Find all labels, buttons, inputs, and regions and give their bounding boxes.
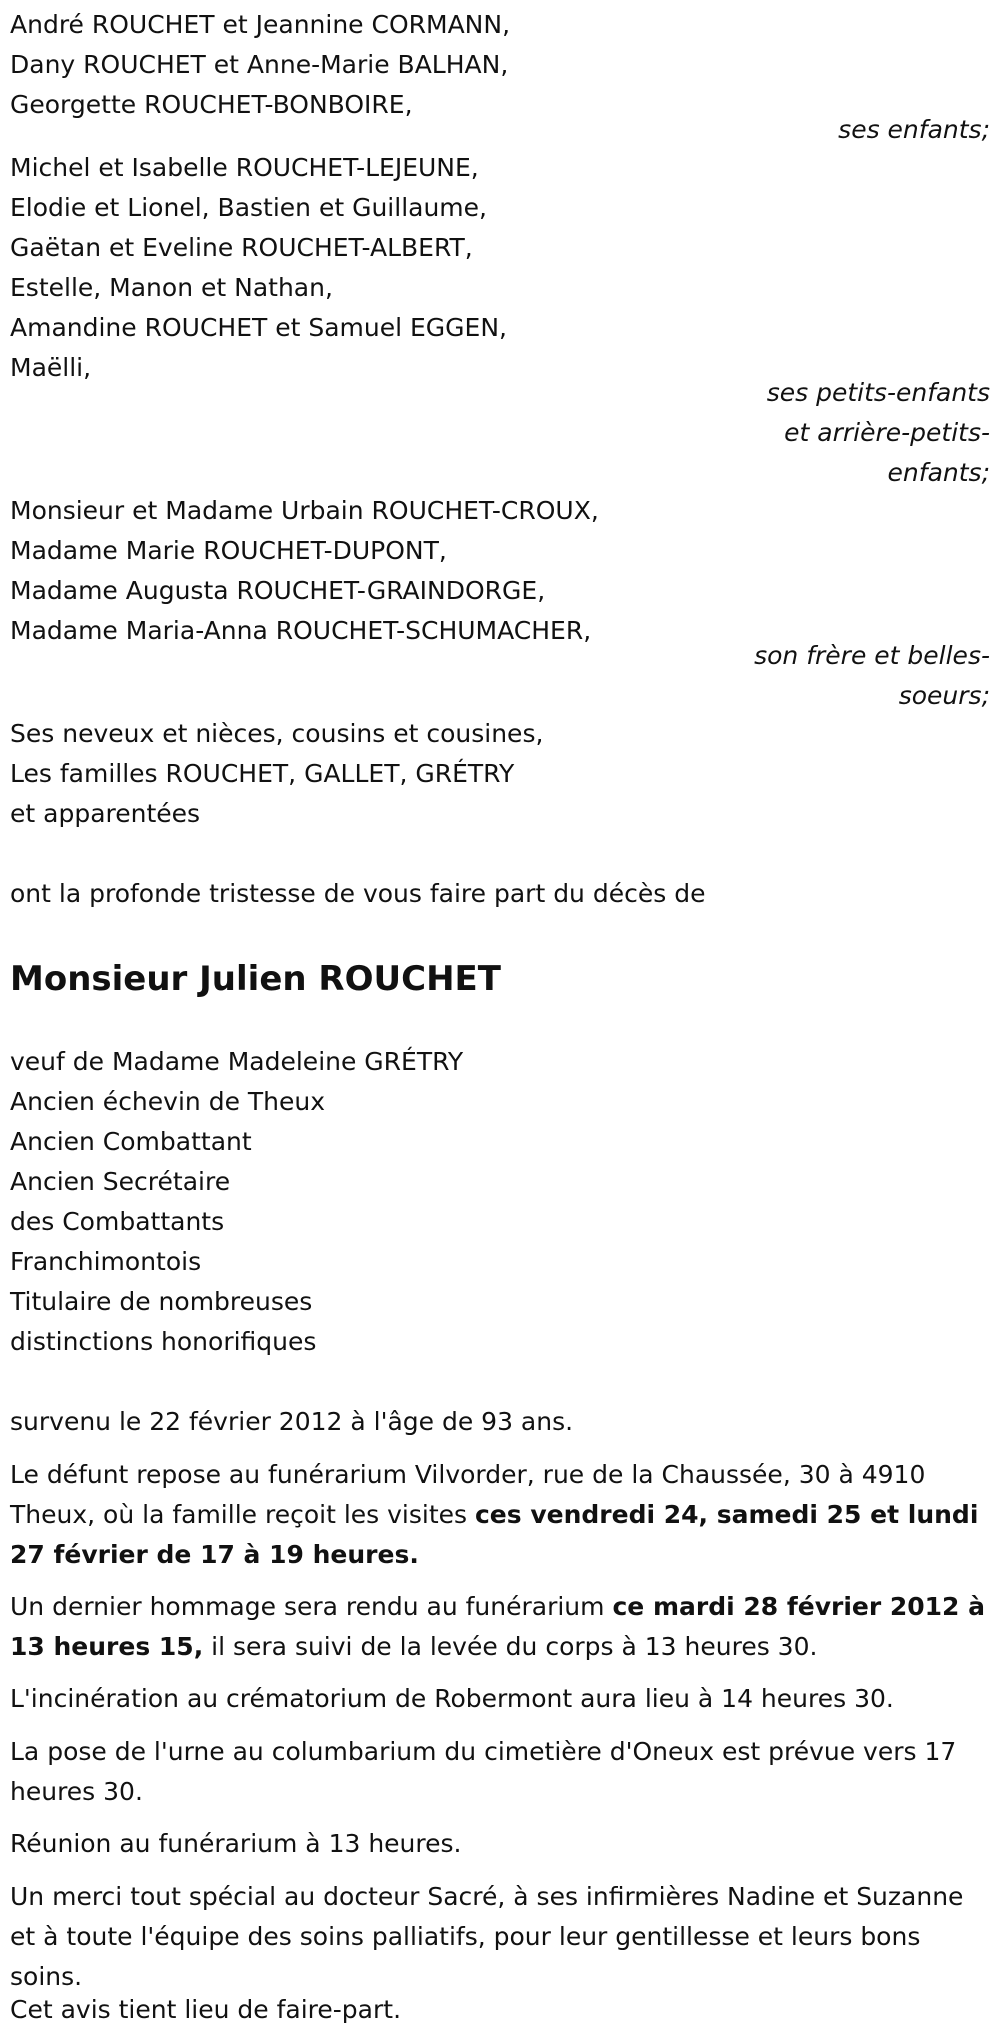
family-line: Madame Augusta ROUCHET-GRAINDORGE, <box>10 576 546 605</box>
thanks-note: Un merci tout spécial au docteur Sacré, à ses infirmières Nadine et Suzanne et à toute l'équipe des soins palliatifs, pour leur gentillesse et leurs bons soins. <box>10 1882 964 1991</box>
family-line: et apparentées <box>10 799 201 828</box>
role-label: enfants; <box>887 458 990 487</box>
family-line: André ROUCHET et Jeannine CORMANN, <box>10 10 511 39</box>
family-line: Michel et Isabelle ROUCHET-LEJEUNE, <box>10 153 479 182</box>
title-line: Ancien échevin de Theux <box>10 1087 326 1116</box>
grandchildren-role <box>767 373 990 493</box>
reunion-info: Réunion au funérarium à 13 heures. <box>10 1829 462 1858</box>
visitation-dates: ces vendredi 24, samedi 25 et lundi 27 février de 17 à 19 heures. <box>10 1500 979 1569</box>
children-role <box>838 110 990 150</box>
extended-family-list <box>10 714 1000 834</box>
siblings-list <box>10 491 1000 651</box>
family-line: Monsieur et Madame Urbain ROUCHET-CROUX, <box>10 496 599 525</box>
family-line: Elodie et Lionel, Bastien et Guillaume, <box>10 193 487 222</box>
title-line: veuf de Madame Madeleine GRÉTRY <box>10 1047 464 1076</box>
cremation-info: L'incinération au crématorium de Robermont aura lieu à 14 heures 30. <box>10 1684 894 1713</box>
title-line: distinctions honorifiques <box>10 1327 317 1356</box>
role-label: ses petits-enfants <box>766 378 990 407</box>
ceremony-text-before: Un dernier hommage sera rendu au funérarium <box>10 1592 613 1621</box>
announcement-line: ont la profonde tristesse de vous faire part du décès de <box>10 879 706 908</box>
title-line: des Combattants <box>10 1207 225 1236</box>
family-line: Georgette ROUCHET-BONBOIRE, <box>10 90 413 119</box>
children-list <box>10 5 1000 125</box>
title-line: Franchimontois <box>10 1247 202 1276</box>
family-line: Madame Maria-Anna ROUCHET-SCHUMACHER, <box>10 616 592 645</box>
family-line: Ses neveux et nièces, cousins et cousines, <box>10 719 544 748</box>
deceased-name: Monsieur Julien ROUCHET <box>10 959 501 999</box>
visitation-text: Le défunt repose au funérarium Vilvorder, rue de la Chaussée, 30 à 4910 Theux, où la famille reçoit les visites <box>10 1460 926 1529</box>
closing-note: Cet avis tient lieu de faire-part. <box>10 1995 402 2024</box>
role-label: soeurs; <box>898 681 990 710</box>
siblings-role <box>754 636 990 716</box>
death-info: survenu le 22 février 2012 à l'âge de 93 ans. <box>10 1407 574 1436</box>
urn-info: La pose de l'urne au columbarium du cimetière d'Oneux est prévue vers 17 heures 30. <box>10 1737 957 1806</box>
title-line: Ancien Combattant <box>10 1127 252 1156</box>
family-line: Les familles ROUCHET, GALLET, GRÉTRY <box>10 759 515 788</box>
visitation-info <box>10 1455 995 1575</box>
announcement-text <box>10 874 1000 914</box>
title-line: Titulaire de nombreuses <box>10 1287 313 1316</box>
grandchildren-list <box>10 148 1000 388</box>
family-line: Madame Marie ROUCHET-DUPONT, <box>10 536 447 565</box>
family-line: Maëlli, <box>10 353 92 382</box>
ceremony-date: ce mardi 28 février 2012 à 13 heures 15, <box>10 1592 986 1661</box>
title-line: Ancien Secrétaire <box>10 1167 231 1196</box>
deceased-titles <box>10 1042 1000 1362</box>
role-label: et arrière-petits- <box>784 418 990 447</box>
family-line: Dany ROUCHET et Anne-Marie BALHAN, <box>10 50 509 79</box>
role-label: ses enfants; <box>838 115 990 144</box>
role-label: son frère et belles- <box>754 641 990 670</box>
ceremony-text-after: il sera suivi de la levée du corps à 13 heures 30. <box>203 1632 818 1661</box>
family-line: Amandine ROUCHET et Samuel EGGEN, <box>10 313 507 342</box>
family-line: Gaëtan et Eveline ROUCHET-ALBERT, <box>10 233 473 262</box>
family-line: Estelle, Manon et Nathan, <box>10 273 333 302</box>
ceremony-info <box>10 1587 995 1667</box>
